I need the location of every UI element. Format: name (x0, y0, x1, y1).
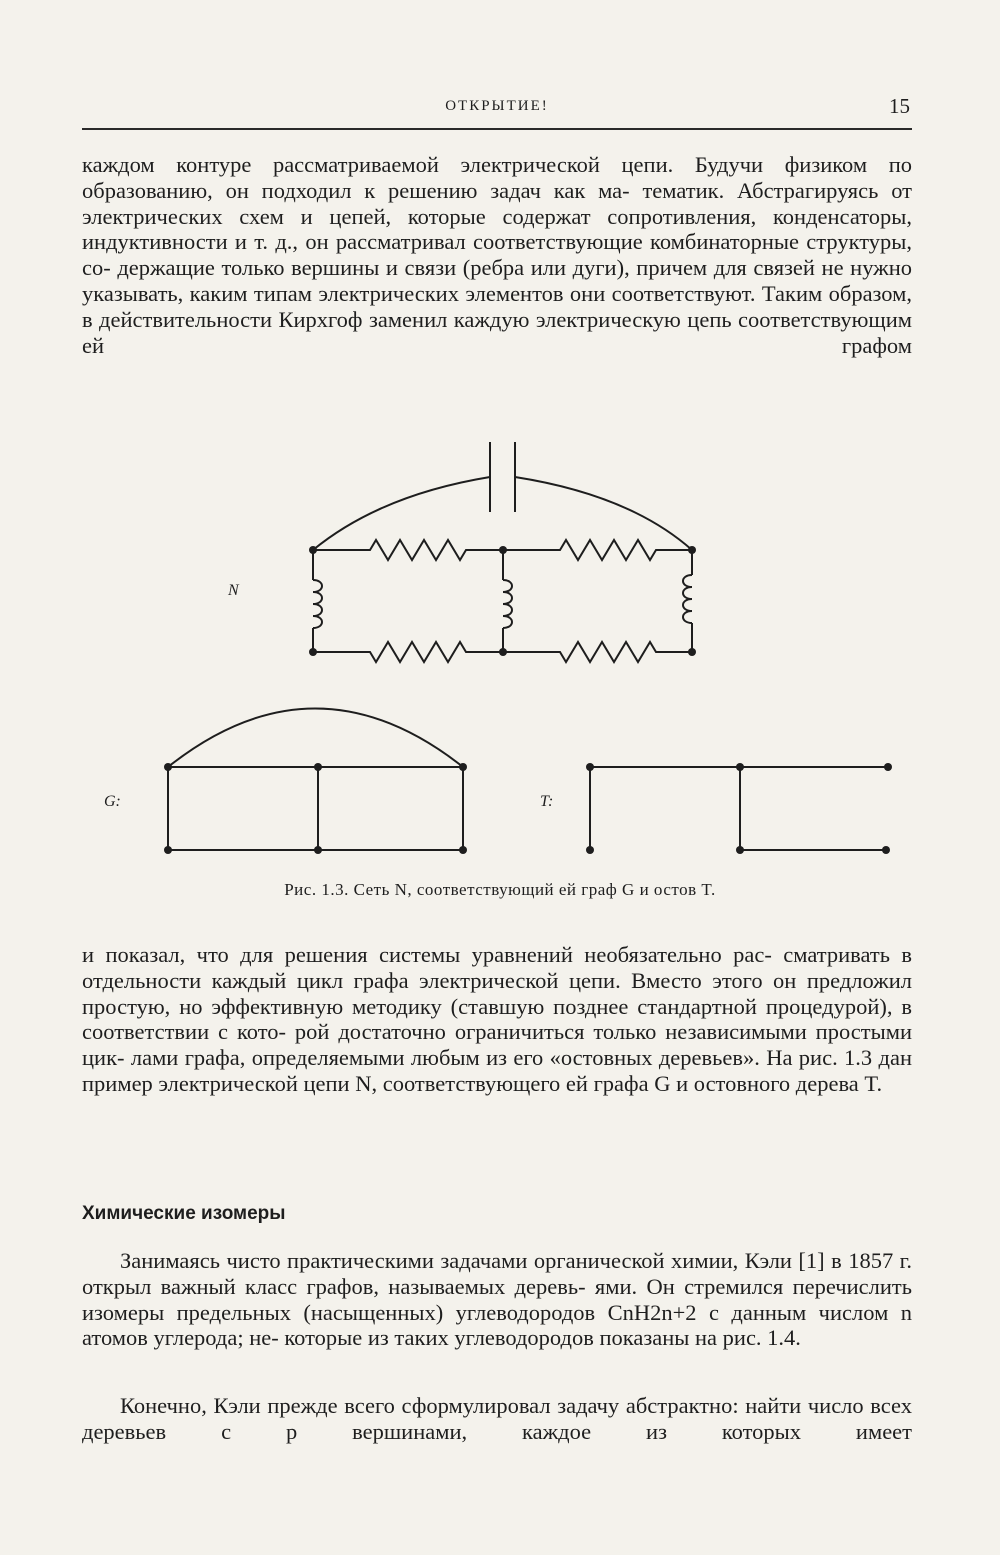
inductor-middle (503, 550, 512, 652)
node-g-2 (314, 763, 322, 771)
node-n-3 (688, 546, 696, 554)
inductor-left (313, 550, 322, 652)
node-n-4 (309, 648, 317, 656)
tree-t-branch (740, 767, 886, 850)
node-t-2 (736, 763, 744, 771)
node-t-1 (586, 763, 594, 771)
figure-caption: Рис. 1.3. Сеть N, соответствующий ей граф G и остов T. (284, 880, 716, 899)
node-g-3 (459, 763, 467, 771)
figure-1-3 (0, 430, 1000, 910)
paragraph-1: каждом контуре рассматриваемой электрической цепи. Будучи физиком по образованию, он подходил к решению задач как ма- тематик. Абстрагируясь от электрических схем и цепей, которые содержат сопротивления, конденсаторы, индуктивности и т. д., он рассматривал соответствующие комбинаторные структуры, со- держащие только вершины и связи (ребра или дуги), причем для связей не нужно указывать, каким типам электрических элементов они соответствуют. Таким образом, в действительности Кирхгоф заменил каждую электрическую цепь соответствующим ей графом (82, 152, 912, 358)
node-n-6 (688, 648, 696, 656)
node-t-3 (884, 763, 892, 771)
resistor-top-right (503, 540, 692, 560)
node-t-5 (736, 846, 744, 854)
capacitor-wire-right (515, 477, 692, 550)
node-n-5 (499, 648, 507, 656)
node-n-2 (499, 546, 507, 554)
running-head (82, 96, 912, 130)
figure-label-n: N (228, 582, 239, 599)
node-g-1 (164, 763, 172, 771)
node-t-4 (586, 846, 594, 854)
node-g-4 (164, 846, 172, 854)
graph-g-outer (168, 767, 463, 850)
resistor-bottom-left (313, 642, 503, 662)
node-t-6 (882, 846, 890, 854)
node-g-5 (314, 846, 322, 854)
figure-label-t: T: (540, 793, 554, 810)
inductor-right (683, 550, 692, 652)
paragraph-2: и показал, что для решения системы уравнений необязательно рас- сматривать в отдельности каждый цикл графа электрической цепи. Вместо этого он предложил простую, но эффективную методику (ставшую позднее стандартной процедурой), в соответствии с кото- рой достаточно ограничиться только независимыми простыми цик- лами графа, определяемыми любым из его «остовных деревьев». На рис. 1.3 дан пример электрической цепи N, соответствующего ей графа G и остовного дерева T. (82, 942, 912, 1096)
page-number: 15 (889, 94, 910, 118)
resistor-top-left (313, 540, 503, 560)
capacitor-wire-left (313, 477, 490, 550)
figure-drawing (0, 430, 1000, 870)
running-title: ОТКРЫТИЕ! (445, 98, 549, 114)
paragraph-4: Конечно, Кэли прежде всего сформулировал задачу абстрактно: найти число всех деревьев с p вершинами, каждое из которых имеет (82, 1393, 912, 1444)
graph-g-arc (168, 709, 463, 768)
section-heading: Химические изомеры (82, 1203, 286, 1224)
paragraph-3: Занимаясь чисто практическими задачами органической химии, Кэли [1] в 1857 г. открыл важный класс графов, называемых деревь- ями. Он стремился перечислить изомеры предельных (насыщенных) углеводородов CnH2n+2 с данным числом n атомов углерода; не- которые из таких углеводородов показаны на рис. 1.4. (82, 1248, 912, 1351)
resistor-bottom-right (503, 642, 692, 662)
node-g-6 (459, 846, 467, 854)
node-n-1 (309, 546, 317, 554)
figure-label-g: G: (104, 793, 121, 810)
